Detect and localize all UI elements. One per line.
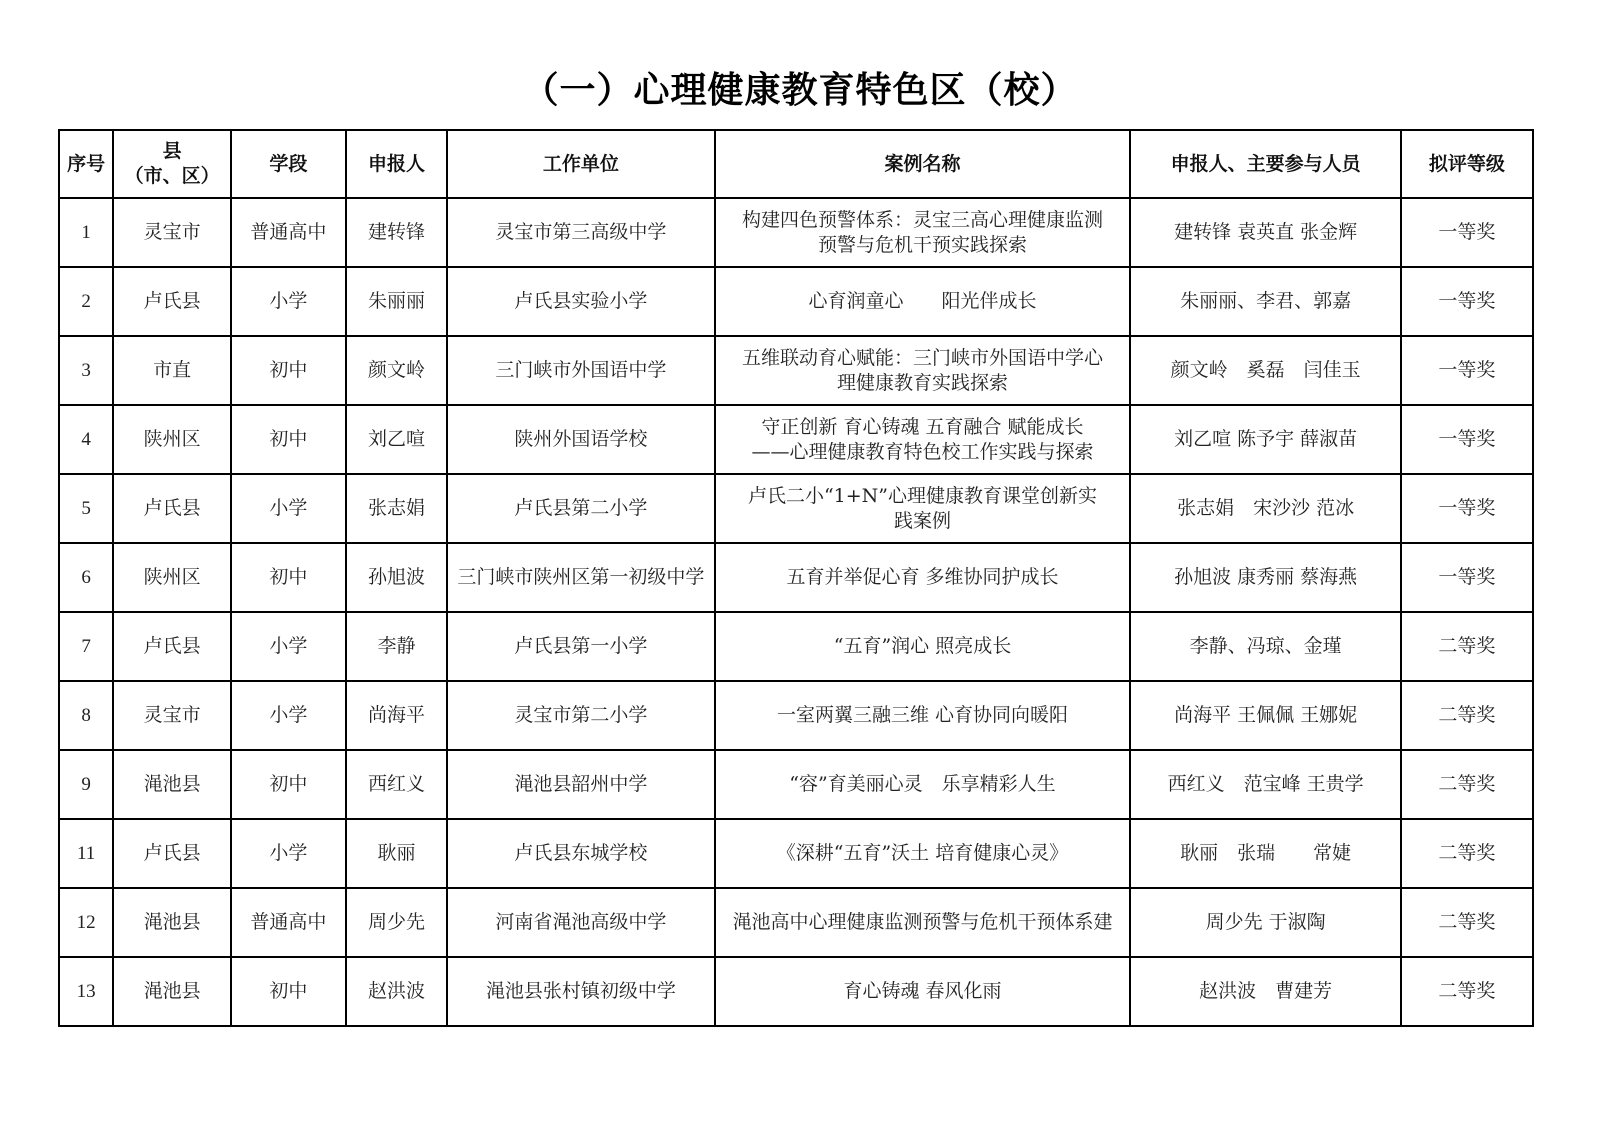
case-name-line2: 理健康教育实践探索 xyxy=(836,371,1008,394)
header-row xyxy=(59,130,1533,198)
case-name-line1: 心育润童心 阳光伴成长 xyxy=(808,290,1037,312)
case-name-line2: ——心理健康教育特色校工作实践与探索 xyxy=(751,440,1094,463)
cell-participants: 朱丽丽、李君、郭嘉 xyxy=(1130,267,1400,336)
cell-applicant: 赵洪波 xyxy=(346,957,447,1026)
header-participants: 申报人、主要参与人员 xyxy=(1130,130,1400,198)
cell-unit: 卢氏县第二小学 xyxy=(447,474,714,543)
cell-county: 渑池县 xyxy=(113,750,231,819)
cell-stage: 初中 xyxy=(231,543,346,612)
case-name-line1: 渑池高中心理健康监测预警与危机干预体系建 xyxy=(732,911,1113,933)
table-row xyxy=(59,750,1533,819)
case-name-line2: 预警与危机干预实践探索 xyxy=(817,233,1027,256)
cell-unit: 三门峡市外国语中学 xyxy=(447,336,714,405)
header-county-line2: （市、区） xyxy=(124,165,220,187)
cell-case-name xyxy=(715,405,1131,474)
cell-stage: 初中 xyxy=(231,405,346,474)
cell-grade: 一等奖 xyxy=(1401,267,1533,336)
cell-grade: 一等奖 xyxy=(1401,405,1533,474)
cell-unit: 卢氏县东城学校 xyxy=(447,819,714,888)
cell-participants: 李静、冯琼、金瑾 xyxy=(1130,612,1400,681)
cell-seq: 4 xyxy=(59,405,113,474)
table-row xyxy=(59,543,1533,612)
case-name-line1: 《深耕“五育”沃土 培育健康心灵》 xyxy=(776,842,1069,864)
cell-unit: 河南省渑池高级中学 xyxy=(447,888,714,957)
cell-county: 灵宝市 xyxy=(113,681,231,750)
cell-grade: 二等奖 xyxy=(1401,612,1533,681)
cell-case-name xyxy=(715,612,1131,681)
header-county xyxy=(113,130,231,198)
case-name-line1: 五育并举促心育 多维协同护成长 xyxy=(786,566,1059,588)
table-row xyxy=(59,474,1533,543)
cell-grade: 一等奖 xyxy=(1401,474,1533,543)
cell-grade: 二等奖 xyxy=(1401,819,1533,888)
cell-stage: 小学 xyxy=(231,267,346,336)
cell-county: 卢氏县 xyxy=(113,267,231,336)
table-row xyxy=(59,267,1533,336)
cell-case-name xyxy=(715,336,1131,405)
document-title: （一）心理健康教育特色区（校） xyxy=(522,70,1078,111)
cell-seq: 3 xyxy=(59,336,113,405)
cell-stage: 初中 xyxy=(231,957,346,1026)
cell-county: 灵宝市 xyxy=(113,198,231,267)
cell-participants: 颜文岭 奚磊 闫佳玉 xyxy=(1130,336,1400,405)
cell-applicant: 张志娟 xyxy=(346,474,447,543)
cell-unit: 卢氏县第一小学 xyxy=(447,612,714,681)
cell-applicant: 周少先 xyxy=(346,888,447,957)
case-name-line1: 卢氏二小“1+N”心理健康教育课堂创新实 xyxy=(747,484,1097,507)
cell-seq: 1 xyxy=(59,198,113,267)
header-seq: 序号 xyxy=(59,130,113,198)
cell-stage: 小学 xyxy=(231,612,346,681)
cell-county: 卢氏县 xyxy=(113,819,231,888)
cell-unit: 灵宝市第二小学 xyxy=(447,681,714,750)
cell-grade: 二等奖 xyxy=(1401,750,1533,819)
cell-stage: 小学 xyxy=(231,819,346,888)
cell-case-name xyxy=(715,543,1131,612)
cell-case-name xyxy=(715,819,1131,888)
cell-county: 渑池县 xyxy=(113,888,231,957)
header-county-line1: 县 xyxy=(162,140,182,162)
cell-stage: 初中 xyxy=(231,750,346,819)
header-grade: 拟评等级 xyxy=(1401,130,1533,198)
header-unit: 工作单位 xyxy=(447,130,714,198)
header-case-name: 案例名称 xyxy=(715,130,1131,198)
cell-participants: 周少先 于淑陶 xyxy=(1130,888,1400,957)
case-name-line1: 构建四色预警体系：灵宝三高心理健康监测 xyxy=(741,208,1103,231)
cell-seq: 8 xyxy=(59,681,113,750)
cell-county: 市直 xyxy=(113,336,231,405)
cell-county: 陕州区 xyxy=(113,543,231,612)
cell-participants: 张志娟 宋沙沙 范冰 xyxy=(1130,474,1400,543)
cell-seq: 9 xyxy=(59,750,113,819)
cell-county: 渑池县 xyxy=(113,957,231,1026)
cell-participants: 西红义 范宝峰 王贵学 xyxy=(1130,750,1400,819)
cell-stage: 普通高中 xyxy=(231,888,346,957)
case-name-line2: 践案例 xyxy=(893,509,951,532)
cell-applicant: 耿丽 xyxy=(346,819,447,888)
table-row xyxy=(59,198,1533,267)
cell-grade: 一等奖 xyxy=(1401,543,1533,612)
cell-seq: 2 xyxy=(59,267,113,336)
case-name-line1: 守正创新 育心铸魂 五育融合 赋能成长 xyxy=(761,415,1084,438)
cell-case-name xyxy=(715,750,1131,819)
cell-applicant: 孙旭波 xyxy=(346,543,447,612)
cell-stage: 普通高中 xyxy=(231,198,346,267)
cell-case-name xyxy=(715,957,1131,1026)
cell-case-name xyxy=(715,681,1131,750)
cell-applicant: 刘乙喧 xyxy=(346,405,447,474)
table-row xyxy=(59,957,1533,1026)
case-name-line1: 育心铸魂 春风化雨 xyxy=(843,980,1002,1002)
table-row xyxy=(59,888,1533,957)
cell-county: 卢氏县 xyxy=(113,474,231,543)
cell-seq: 13 xyxy=(59,957,113,1026)
cell-unit: 三门峡市陕州区第一初级中学 xyxy=(447,543,714,612)
cell-participants: 尚海平 王佩佩 王娜妮 xyxy=(1130,681,1400,750)
cell-participants: 耿丽 张瑞 常婕 xyxy=(1130,819,1400,888)
cell-case-name xyxy=(715,198,1131,267)
cell-grade: 二等奖 xyxy=(1401,888,1533,957)
cell-applicant: 建转锋 xyxy=(346,198,447,267)
cell-applicant: 朱丽丽 xyxy=(346,267,447,336)
cell-county: 陕州区 xyxy=(113,405,231,474)
table-row xyxy=(59,612,1533,681)
case-name-line1: “五育”润心 照亮成长 xyxy=(833,635,1012,657)
cell-grade: 一等奖 xyxy=(1401,336,1533,405)
cell-seq: 12 xyxy=(59,888,113,957)
table-row xyxy=(59,405,1533,474)
cell-unit: 陕州外国语学校 xyxy=(447,405,714,474)
cell-unit: 卢氏县实验小学 xyxy=(447,267,714,336)
table-row xyxy=(59,681,1533,750)
cell-participants: 刘乙喧 陈予宇 薛淑苗 xyxy=(1130,405,1400,474)
cell-applicant: 李静 xyxy=(346,612,447,681)
cell-unit: 渑池县张村镇初级中学 xyxy=(447,957,714,1026)
cell-seq: 7 xyxy=(59,612,113,681)
cell-participants: 赵洪波 曹建芳 xyxy=(1130,957,1400,1026)
cell-participants: 孙旭波 康秀丽 蔡海燕 xyxy=(1130,543,1400,612)
cell-participants: 建转锋 袁英直 张金辉 xyxy=(1130,198,1400,267)
cell-stage: 初中 xyxy=(231,336,346,405)
cell-grade: 二等奖 xyxy=(1401,681,1533,750)
cell-case-name xyxy=(715,474,1131,543)
cell-stage: 小学 xyxy=(231,474,346,543)
header-applicant: 申报人 xyxy=(346,130,447,198)
case-name-line1: 五维联动育心赋能：三门峡市外国语中学心 xyxy=(741,346,1103,369)
cell-county: 卢氏县 xyxy=(113,612,231,681)
cell-unit: 渑池县韶州中学 xyxy=(447,750,714,819)
cell-unit: 灵宝市第三高级中学 xyxy=(447,198,714,267)
cell-applicant: 颜文岭 xyxy=(346,336,447,405)
cell-case-name xyxy=(715,888,1131,957)
cell-seq: 6 xyxy=(59,543,113,612)
cell-case-name xyxy=(715,267,1131,336)
cell-seq: 5 xyxy=(59,474,113,543)
cell-stage: 小学 xyxy=(231,681,346,750)
table-row xyxy=(59,336,1533,405)
cell-seq: 11 xyxy=(59,819,113,888)
cell-applicant: 尚海平 xyxy=(346,681,447,750)
case-name-line1: 一室两翼三融三维 心育协同向暖阳 xyxy=(776,704,1068,726)
awards-table xyxy=(58,129,1534,1027)
cell-grade: 一等奖 xyxy=(1401,198,1533,267)
cell-applicant: 西红义 xyxy=(346,750,447,819)
cell-grade: 二等奖 xyxy=(1401,957,1533,1026)
header-stage: 学段 xyxy=(231,130,346,198)
table-row xyxy=(59,819,1533,888)
case-name-line1: “容”育美丽心灵 乐享精彩人生 xyxy=(789,773,1056,795)
